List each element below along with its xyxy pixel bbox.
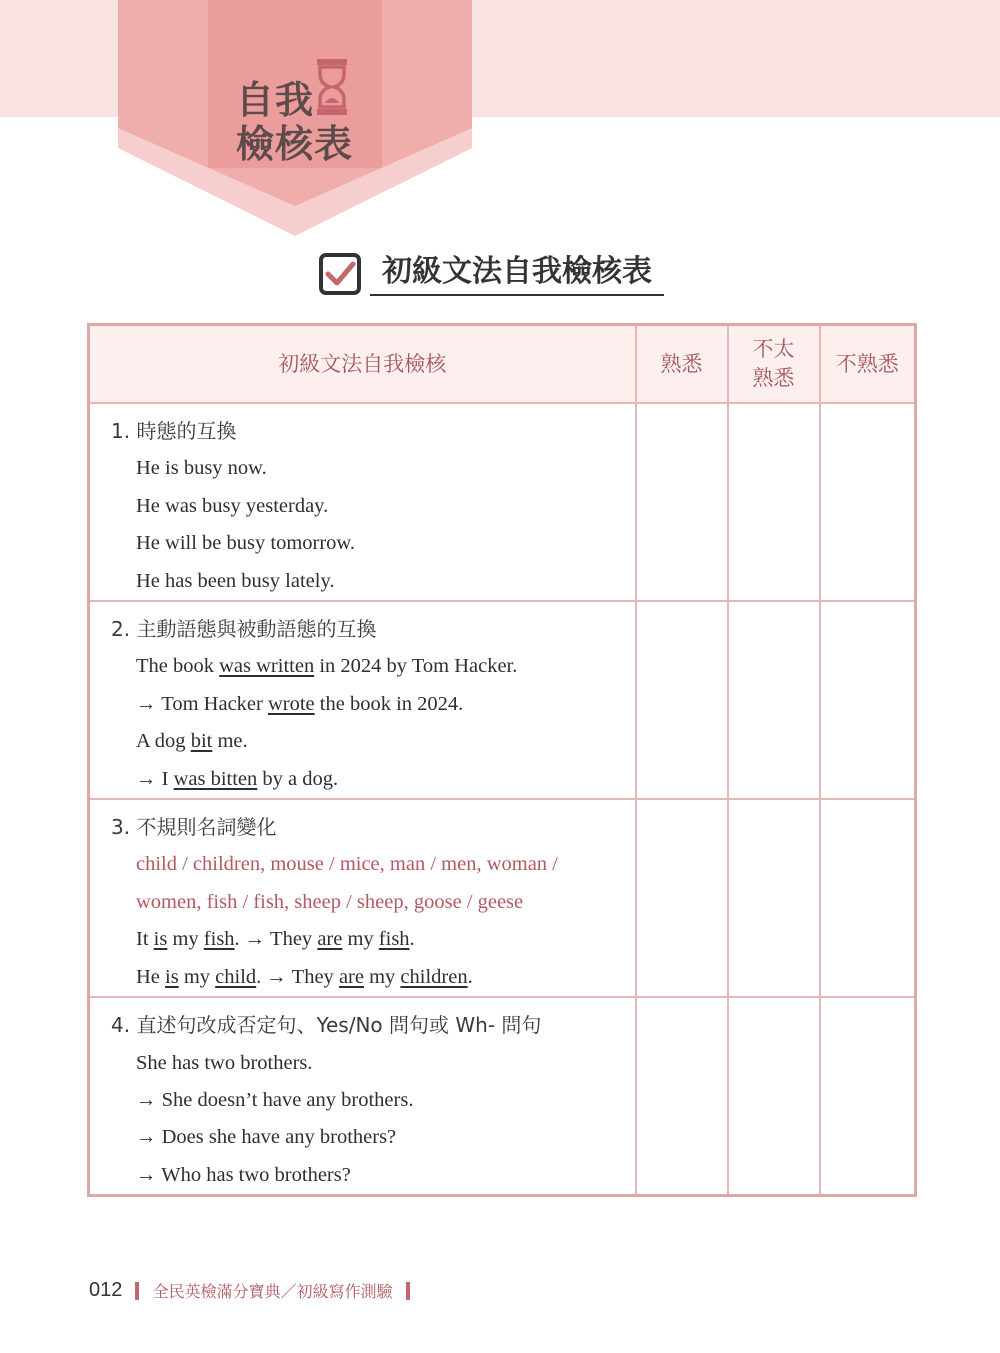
- example-line: → Tom Hacker wrote the book in 2024.: [136, 692, 464, 715]
- check-cell-familiar[interactable]: [636, 601, 728, 799]
- section-badge-title-line1: 自我: [236, 78, 315, 122]
- checkbox-checked-icon: [318, 252, 362, 296]
- example-line: He has been busy lately.: [136, 569, 335, 592]
- noun-pairs-line: child / children, mouse / mice, man / men, woman /: [136, 853, 558, 876]
- footer-divider-right: [406, 1282, 410, 1300]
- check-cell-somewhat[interactable]: [728, 403, 820, 601]
- check-cell-unfamiliar[interactable]: [820, 997, 916, 1196]
- item-title: 1. 時態的互換: [111, 419, 237, 443]
- example-line: → I was bitten by a dog.: [136, 767, 339, 790]
- header-item: 初級文法自我檢核: [89, 325, 636, 404]
- item-cell: [89, 601, 636, 799]
- header-somewhat-line2: 熟悉: [752, 366, 795, 390]
- example-line: The book was written in 2024 by Tom Hacker.: [136, 655, 518, 678]
- table-row: [89, 997, 916, 1196]
- item-cell: [89, 799, 636, 997]
- example-line: → She doesn’t have any brothers.: [136, 1088, 414, 1111]
- page-footer: [89, 1279, 418, 1305]
- example-line: He is my child. → They are my children.: [136, 965, 473, 988]
- table-header-row: [89, 325, 916, 404]
- table-row: [89, 403, 916, 601]
- example-line: He will be busy tomorrow.: [136, 532, 356, 555]
- example-line: A dog bit me.: [136, 730, 248, 753]
- item-title: 4. 直述句改成否定句、Yes/No 問句或 Wh- 問句: [111, 1013, 542, 1038]
- section-badge-title-line2: 檢核表: [236, 122, 354, 166]
- check-cell-familiar[interactable]: [636, 997, 728, 1196]
- header-somewhat-familiar: [728, 325, 820, 404]
- item-cell: [89, 997, 636, 1196]
- header-somewhat-line1: 不太: [752, 337, 795, 361]
- book-title: 全民英檢滿分寶典／初級寫作測驗: [152, 1282, 393, 1301]
- example-line: → Who has two brothers?: [136, 1163, 351, 1186]
- check-cell-unfamiliar[interactable]: [820, 799, 916, 997]
- check-cell-familiar[interactable]: [636, 799, 728, 997]
- check-cell-somewhat[interactable]: [728, 601, 820, 799]
- check-cell-unfamiliar[interactable]: [820, 403, 916, 601]
- check-cell-unfamiliar[interactable]: [820, 601, 916, 799]
- page-number: 012: [89, 1279, 123, 1301]
- item-title: 3. 不規則名詞變化: [111, 815, 277, 840]
- footer-divider-left: [135, 1282, 139, 1300]
- noun-pairs-line: women, fish / fish, sheep / sheep, goose / geese: [136, 890, 524, 913]
- header-familiar: 熟悉: [636, 325, 728, 404]
- item-title: 2. 主動語態與被動語態的互換: [111, 617, 377, 642]
- heading-title: 初級文法自我檢核表: [370, 250, 664, 296]
- grammar-checklist-table: [87, 323, 917, 1197]
- check-cell-somewhat[interactable]: [728, 997, 820, 1196]
- item-cell: [89, 403, 636, 601]
- example-line: He was busy yesterday.: [136, 494, 329, 517]
- example-line: She has two brothers.: [136, 1051, 313, 1074]
- check-cell-somewhat[interactable]: [728, 799, 820, 997]
- check-cell-familiar[interactable]: [636, 403, 728, 601]
- table-row: [89, 601, 916, 799]
- example-line: He is busy now.: [136, 457, 267, 480]
- header-unfamiliar: 不熟悉: [820, 325, 916, 404]
- example-line: → Does she have any brothers?: [136, 1126, 397, 1149]
- table-row: [89, 799, 916, 997]
- example-line: It is my fish. → They are my fish.: [136, 928, 415, 951]
- hourglass-icon: [316, 58, 348, 116]
